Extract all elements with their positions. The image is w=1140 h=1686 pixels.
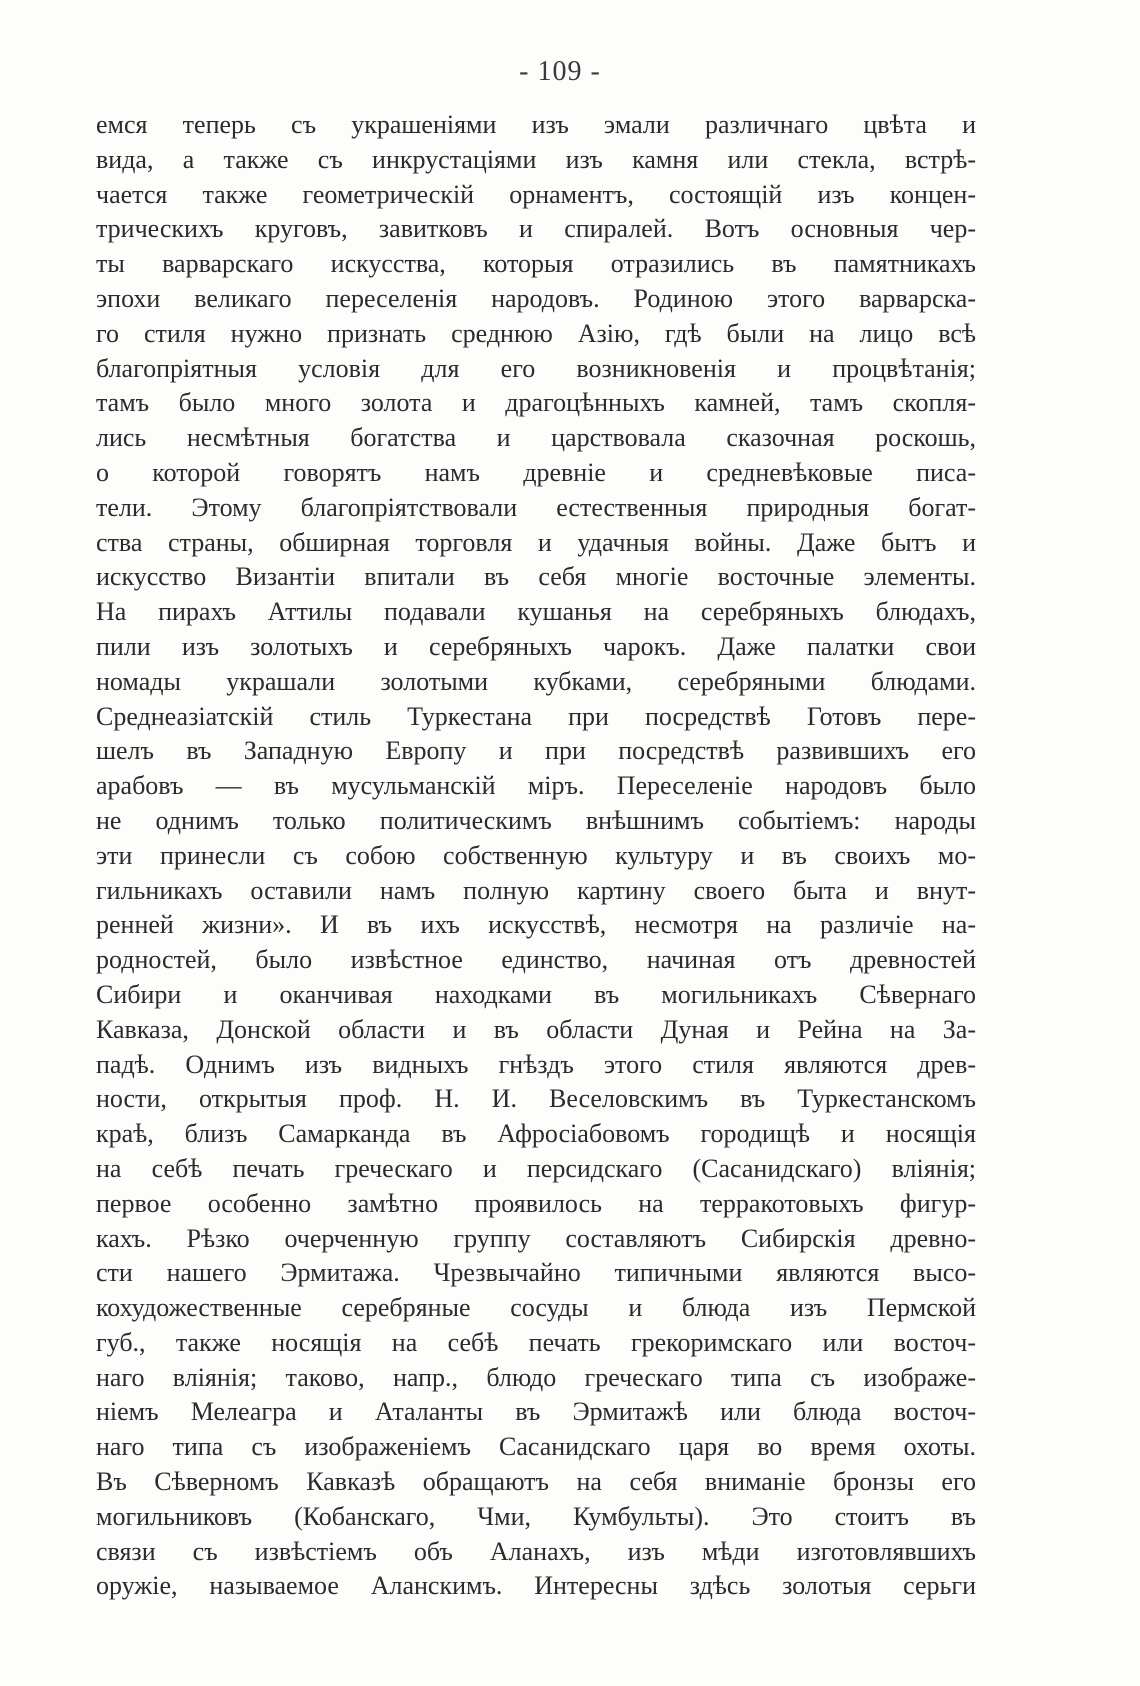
text-line: первое особенно замѣтно проявилось на терракотовыхъ фигур-: [96, 1188, 976, 1218]
text-line: пили изъ золотыхъ и серебряныхъ чарокъ. Даже палатки свои: [96, 631, 976, 661]
text-line: кахъ. Рѣзко очерченную группу составляютъ Сибирскія древно-: [96, 1223, 976, 1253]
text-line: гильникахъ оставили намъ полную картину своего быта и внут-: [96, 875, 976, 905]
text-line: на себѣ печать греческаго и персидскаго (Сасанидскаго) вліянія;: [96, 1153, 976, 1183]
text-line: сти нашего Эрмитажа. Чрезвычайно типичными являются высо-: [96, 1258, 976, 1288]
text-line: вида, а также съ инкрустаціями изъ камня или стекла, встрѣ-: [96, 144, 976, 174]
text-line: губ., также носящія на себѣ печать грекоримскаго или восточ-: [96, 1327, 976, 1357]
text-line: наго вліянія; таково, напр., блюдо греческаго типа съ изображе-: [96, 1362, 976, 1392]
text-line: Въ Сѣверномъ Кавказѣ обращаютъ на себя вниманіе бронзы его: [96, 1467, 976, 1497]
text-line: родностей, было извѣстное единство, начиная отъ древностей: [96, 945, 976, 975]
text-line: го стиля нужно признать среднюю Азію, гдѣ были на лицо всѣ: [96, 318, 976, 348]
text-line: тели. Этому благопріятствовали естественныя природныя богат-: [96, 492, 976, 522]
text-line: ности, открытыя проф. Н. И. Веселовскимъ въ Туркестанскомъ: [96, 1084, 976, 1114]
text-line: номады украшали золотыми кубками, серебряными блюдами.: [96, 666, 976, 696]
text-line: ства страны, обширная торговля и удачныя войны. Даже бытъ и: [96, 527, 976, 557]
text-line: Кавказа, Донской области и въ области Дуная и Рейна на За-: [96, 1014, 976, 1044]
text-line: тамъ было много золота и драгоцѣнныхъ камней, тамъ скопля-: [96, 388, 976, 418]
text-line: краѣ, близъ Самарканда въ Афросіабовомъ городищѣ и носящія: [96, 1119, 976, 1149]
text-line: ты варварскаго искусства, которыя отразились въ памятникахъ: [96, 249, 976, 279]
body-text: [96, 108, 976, 1604]
text-line: эпохи великаго переселенія народовъ. Родиною этого варварска-: [96, 283, 976, 313]
text-line: благопріятныя условія для его возникновенія и процвѣтанія;: [96, 353, 976, 383]
text-line: На пирахъ Аттилы подавали кушанья на серебряныхъ блюдахъ,: [96, 597, 976, 627]
text-line: о которой говорятъ намъ древніе и средневѣковые писа-: [96, 457, 976, 487]
text-line: эти принесли съ собою собственную культуру и въ своихъ мо-: [96, 840, 976, 870]
text-line: связи съ извѣстіемъ объ Аланахъ, изъ мѣди изготовлявшихъ: [96, 1536, 976, 1566]
text-line: Среднеазіатскій стиль Туркестана при посредствѣ Готовъ пере-: [96, 701, 976, 731]
text-line: емся теперь съ украшеніями изъ эмали различнаго цвѣта и: [96, 110, 976, 139]
text-line: Сибири и оканчивая находками въ могильникахъ Сѣвернаго: [96, 979, 976, 1009]
text-line: ренней жизни». И въ ихъ искусствѣ, несмотря на различіе на-: [96, 910, 976, 940]
text-line: оружіе, называемое Аланскимъ. Интересны здѣсь золотыя серьги: [96, 1571, 976, 1601]
text-line: чается также геометрическій орнаментъ, состоящій изъ концен-: [96, 179, 976, 209]
text-line: ніемъ Мелеагра и Аталанты въ Эрмитажѣ или блюда восточ-: [96, 1397, 976, 1427]
text-line: арабовъ — въ мусульманскій міръ. Переселеніе народовъ было: [96, 771, 976, 801]
page-number: - 109 -: [519, 56, 601, 87]
text-line: шелъ въ Западную Европу и при посредствѣ развившихъ его: [96, 736, 976, 766]
text-line: искусство Византіи впитали въ себя многіе восточные элементы.: [96, 562, 976, 592]
text-line: трическихъ круговъ, завитковъ и спиралей. Вотъ основныя чер-: [96, 214, 976, 244]
text-line: не однимъ только политическимъ внѣшнимъ событіемъ: народы: [96, 805, 976, 835]
text-line: наго типа съ изображеніемъ Сасанидскаго царя во время охоты.: [96, 1432, 976, 1462]
text-line: кохудожественные серебряные сосуды и блюда изъ Пермской: [96, 1293, 976, 1323]
text-line: падѣ. Однимъ изъ видныхъ гнѣздъ этого стиля являются древ-: [96, 1049, 976, 1079]
text-line: могильниковъ (Кобанскаго, Чми, Кумбульты). Это стоитъ въ: [96, 1501, 976, 1531]
text-line: лись несмѣтныя богатства и царствовала сказочная роскошь,: [96, 423, 976, 453]
